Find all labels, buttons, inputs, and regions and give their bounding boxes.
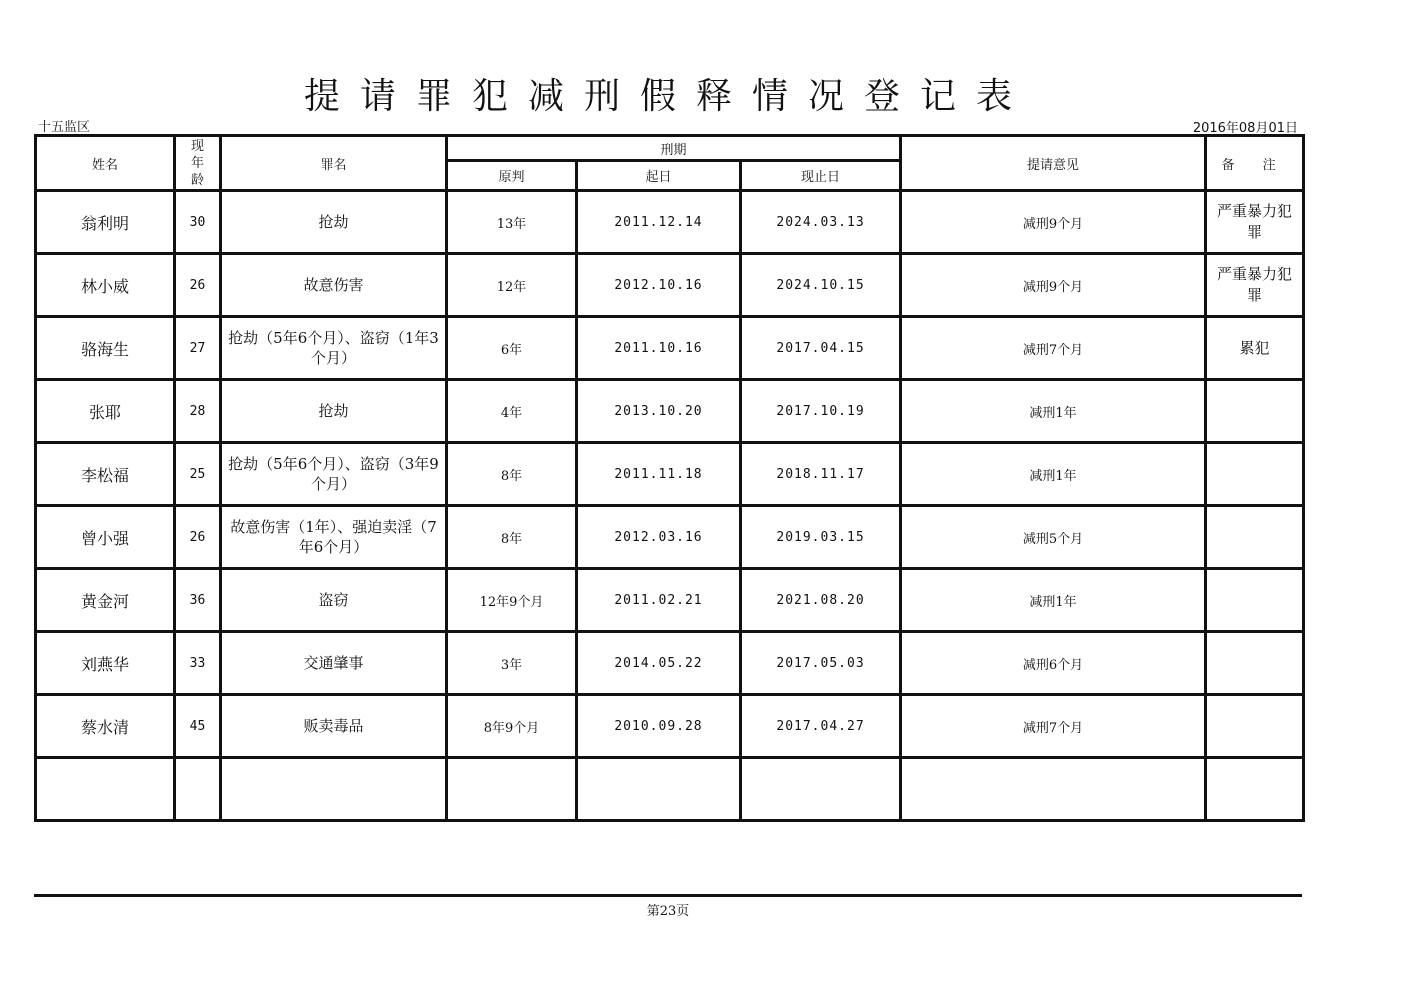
cell-original-sentence: 8年9个月 [447, 695, 577, 758]
cell-start-date: 2011.11.18 [577, 443, 741, 506]
prison-unit-label: 十五监区 [38, 120, 91, 135]
cell-start-date: 2012.10.16 [577, 254, 741, 317]
cell-age: 28 [175, 380, 221, 443]
cell-opinion: 减刑1年 [901, 380, 1206, 443]
cell-start-date: 2012.03.16 [577, 506, 741, 569]
cell-opinion: 减刑9个月 [901, 254, 1206, 317]
cell-opinion: 减刑5个月 [901, 506, 1206, 569]
header-crime: 罪名 [221, 136, 447, 191]
cell-note [1206, 758, 1304, 821]
header-age [175, 136, 221, 191]
cell-note [1206, 632, 1304, 695]
cell-start-date: 2014.05.22 [577, 632, 741, 695]
cell-original-sentence: 8年 [447, 443, 577, 506]
cell-note: 严重暴力犯罪 [1206, 191, 1304, 254]
cell-original-sentence: 12年 [447, 254, 577, 317]
cell-start-date: 2013.10.20 [577, 380, 741, 443]
table-row [36, 317, 1304, 380]
table-row [36, 506, 1304, 569]
cell-note [1206, 569, 1304, 632]
cell-name: 黄金河 [36, 569, 175, 632]
cell-name: 翁利明 [36, 191, 175, 254]
cell-end-date: 2017.04.15 [741, 317, 901, 380]
header-original-sentence: 原判 [447, 161, 577, 191]
cell-start-date: 2010.09.28 [577, 695, 741, 758]
cell-original-sentence: 12年9个月 [447, 569, 577, 632]
cell-name: 李松福 [36, 443, 175, 506]
registration-table [34, 134, 1305, 822]
cell-end-date: 2019.03.15 [741, 506, 901, 569]
cell-crime [221, 758, 447, 821]
cell-crime: 贩卖毒品 [221, 695, 447, 758]
header-age-text: 现年龄 [190, 138, 204, 188]
cell-age: 26 [175, 506, 221, 569]
cell-end-date: 2017.10.19 [741, 380, 901, 443]
cell-age: 26 [175, 254, 221, 317]
cell-age: 27 [175, 317, 221, 380]
cell-crime: 抢劫 [221, 191, 447, 254]
table-row [36, 632, 1304, 695]
cell-name: 张耶 [36, 380, 175, 443]
header-opinion: 提请意见 [901, 136, 1206, 191]
cell-crime: 交通肇事 [221, 632, 447, 695]
page-number: 第23页 [646, 904, 690, 919]
header-note: 备 注 [1206, 136, 1304, 191]
table-row [36, 695, 1304, 758]
cell-start-date: 2011.12.14 [577, 191, 741, 254]
cell-crime: 故意伤害 [221, 254, 447, 317]
cell-note [1206, 695, 1304, 758]
cell-crime: 抢劫（5年6个月）、盗窃（3年9个月） [221, 443, 447, 506]
cell-original-sentence: 6年 [447, 317, 577, 380]
document-title: 提请罪犯减刑假释情况登记表 [303, 76, 1032, 117]
cell-name: 骆海生 [36, 317, 175, 380]
cell-name: 刘燕华 [36, 632, 175, 695]
footer-divider [34, 894, 1302, 897]
cell-original-sentence: 3年 [447, 632, 577, 695]
cell-original-sentence [447, 758, 577, 821]
cell-age: 30 [175, 191, 221, 254]
header-end-date: 现止日 [741, 161, 901, 191]
cell-crime: 抢劫（5年6个月）、盗窃（1年3个月） [221, 317, 447, 380]
document-date: 2016年08月01日 [1192, 121, 1298, 136]
header-sentence-group: 刑期 [447, 136, 901, 161]
cell-end-date: 2024.10.15 [741, 254, 901, 317]
header-start-date: 起日 [577, 161, 741, 191]
cell-end-date [741, 758, 901, 821]
cell-note [1206, 380, 1304, 443]
cell-original-sentence: 8年 [447, 506, 577, 569]
cell-end-date: 2018.11.17 [741, 443, 901, 506]
table-row [36, 380, 1304, 443]
cell-age: 45 [175, 695, 221, 758]
table-row [36, 191, 1304, 254]
table-row [36, 443, 1304, 506]
cell-crime: 故意伤害（1年）、强迫卖淫（7年6个月） [221, 506, 447, 569]
cell-original-sentence: 4年 [447, 380, 577, 443]
cell-note: 严重暴力犯罪 [1206, 254, 1304, 317]
table-row [36, 569, 1304, 632]
cell-name [36, 758, 175, 821]
cell-opinion: 减刑9个月 [901, 191, 1206, 254]
cell-opinion: 减刑1年 [901, 443, 1206, 506]
cell-end-date: 2024.03.13 [741, 191, 901, 254]
cell-opinion: 减刑1年 [901, 569, 1206, 632]
cell-note: 累犯 [1206, 317, 1304, 380]
cell-opinion: 减刑6个月 [901, 632, 1206, 695]
table-body [36, 191, 1304, 821]
cell-age [175, 758, 221, 821]
cell-original-sentence: 13年 [447, 191, 577, 254]
cell-start-date: 2011.10.16 [577, 317, 741, 380]
cell-start-date [577, 758, 741, 821]
table-row [36, 758, 1304, 821]
cell-name: 林小威 [36, 254, 175, 317]
cell-age: 33 [175, 632, 221, 695]
cell-end-date: 2021.08.20 [741, 569, 901, 632]
cell-name: 蔡水清 [36, 695, 175, 758]
cell-opinion: 减刑7个月 [901, 317, 1206, 380]
cell-end-date: 2017.04.27 [741, 695, 901, 758]
header-name: 姓名 [36, 136, 175, 191]
cell-crime: 抢劫 [221, 380, 447, 443]
cell-opinion: 减刑7个月 [901, 695, 1206, 758]
cell-age: 25 [175, 443, 221, 506]
cell-name: 曾小强 [36, 506, 175, 569]
cell-opinion [901, 758, 1206, 821]
cell-note [1206, 443, 1304, 506]
cell-start-date: 2011.02.21 [577, 569, 741, 632]
cell-crime: 盗窃 [221, 569, 447, 632]
table-row [36, 254, 1304, 317]
cell-note [1206, 506, 1304, 569]
cell-end-date: 2017.05.03 [741, 632, 901, 695]
cell-age: 36 [175, 569, 221, 632]
